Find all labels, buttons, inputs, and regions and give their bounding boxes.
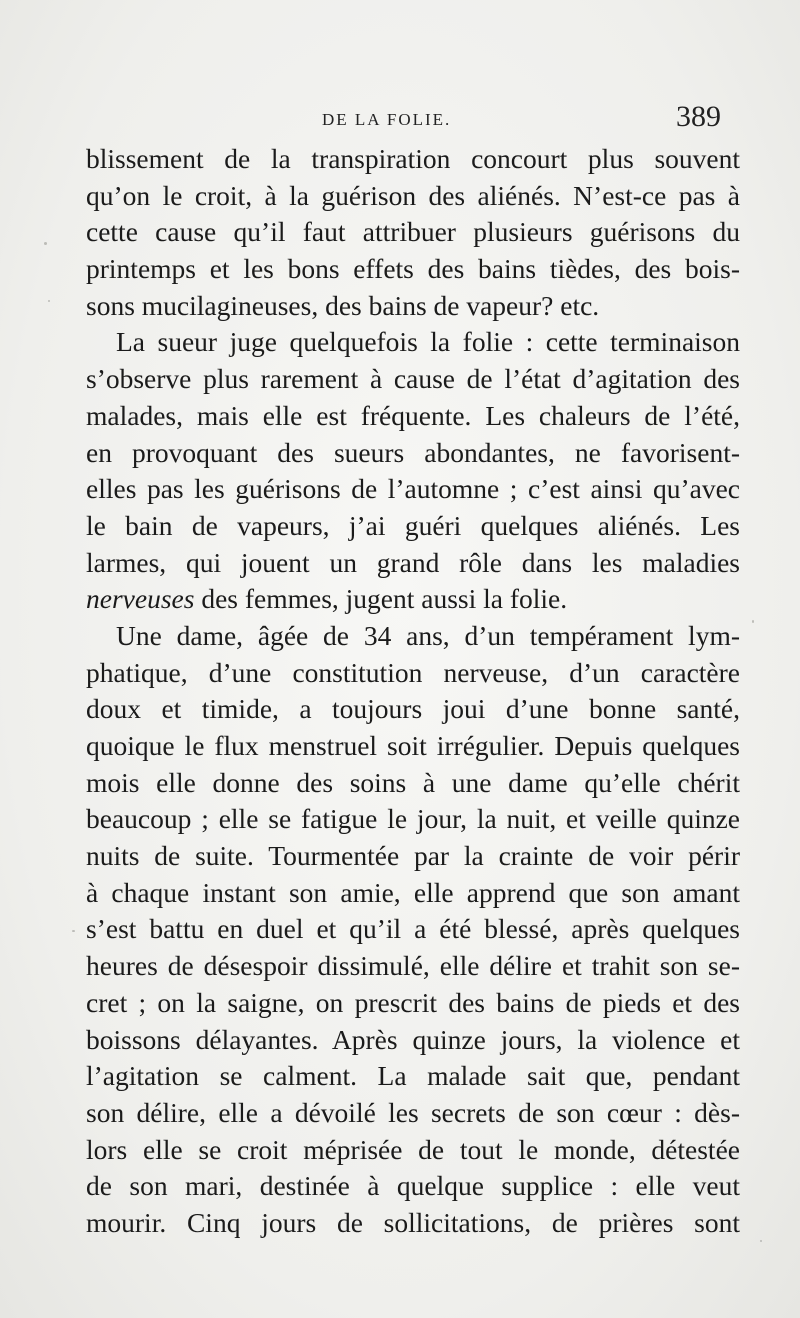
- text-line: heures de désespoir dissimulé, elle délire et trahit son se-: [86, 950, 740, 982]
- paper-speck: [72, 930, 75, 932]
- paper-speck: [752, 620, 754, 623]
- text-line: s’est battu en duel et qu’il a été blessé, après quelques: [86, 913, 740, 945]
- text-line: à chaque instant son amie, elle apprend que son amant: [86, 876, 740, 908]
- text-line: boissons délayantes. Après quinze jours, la violence et: [86, 1023, 740, 1055]
- text-line: son délire, elle a dévoilé les secrets de son cœur : dès-: [86, 1096, 740, 1128]
- italic-word: nerveuses: [86, 583, 195, 615]
- page-header: [0, 100, 800, 140]
- text-line: elles pas les guérisons de l’automne ; c’est ainsi qu’avec: [86, 473, 740, 505]
- text-line: phatique, d’une constitution nerveuse, d’un caractère: [86, 656, 740, 688]
- text-line: doux et timide, a toujours joui d’une bonne santé,: [86, 693, 740, 725]
- text-line: s’observe plus rarement à cause de l’état d’agitation des: [86, 363, 740, 395]
- text-line: sons mucilagineuses, des bains de vapeur? etc.: [86, 289, 600, 321]
- text-line: malades, mais elle est fréquente. Les chaleurs de l’été,: [86, 399, 740, 431]
- text-line: lors elle se croit méprisée de tout le monde, détestée: [86, 1133, 740, 1165]
- text-fragment: des femmes, jugent aussi la folie.: [194, 583, 568, 615]
- text-line: l’agitation se calment. La malade sait que, pendant: [86, 1060, 740, 1092]
- text-line: en provoquant des sueurs abondantes, ne favorisent-: [86, 436, 740, 468]
- text-line-mixed: [86, 581, 740, 618]
- text-line: larmes, qui jouent un grand rôle dans les maladies: [86, 546, 740, 578]
- text-line: quoique le flux menstruel soit irrégulier. Depuis quelques: [86, 730, 740, 761]
- text-line: le bain de vapeurs, j’ai guéri quelques aliénés. Les: [86, 509, 740, 541]
- text-line: mourir. Cinq jours de sollicitations, de prières sont: [86, 1206, 740, 1238]
- text-line: cette cause qu’il faut attribuer plusieurs guérisons du: [86, 216, 740, 248]
- text-line: beaucoup ; elle se fatigue le jour, la nuit, et veille quinze: [86, 803, 740, 835]
- running-title: DE LA FOLIE.: [322, 110, 452, 129]
- text-line: printemps et les bons effets des bains tièdes, des bois-: [86, 253, 740, 285]
- text-line: blissement de la transpiration concourt plus souvent: [86, 143, 740, 174]
- body-text: [86, 141, 740, 1242]
- paper-speck: [48, 300, 50, 302]
- text-line: nuits de suite. Tourmentée par la crainte de voir périr: [86, 840, 740, 872]
- text-line: qu’on le croit, à la guérison des aliénés. N’est-ce pas à: [86, 179, 740, 211]
- paragraph-first-line: Une dame, âgée de 34 ans, d’un tempérament lym-: [116, 619, 740, 651]
- paragraph-first-line: La sueur juge quelquefois la folie : cette terminaison: [116, 326, 740, 358]
- page-number: 389: [676, 100, 721, 133]
- paper-speck: [44, 242, 47, 245]
- text-line: cret ; on la saigne, on prescrit des bains de pieds et des: [86, 986, 740, 1018]
- paper-speck: [760, 1240, 762, 1242]
- text-line: mois elle donne des soins à une dame qu’elle chérit: [86, 766, 740, 798]
- text-line: de son mari, destinée à quelque supplice : elle veut: [86, 1170, 740, 1202]
